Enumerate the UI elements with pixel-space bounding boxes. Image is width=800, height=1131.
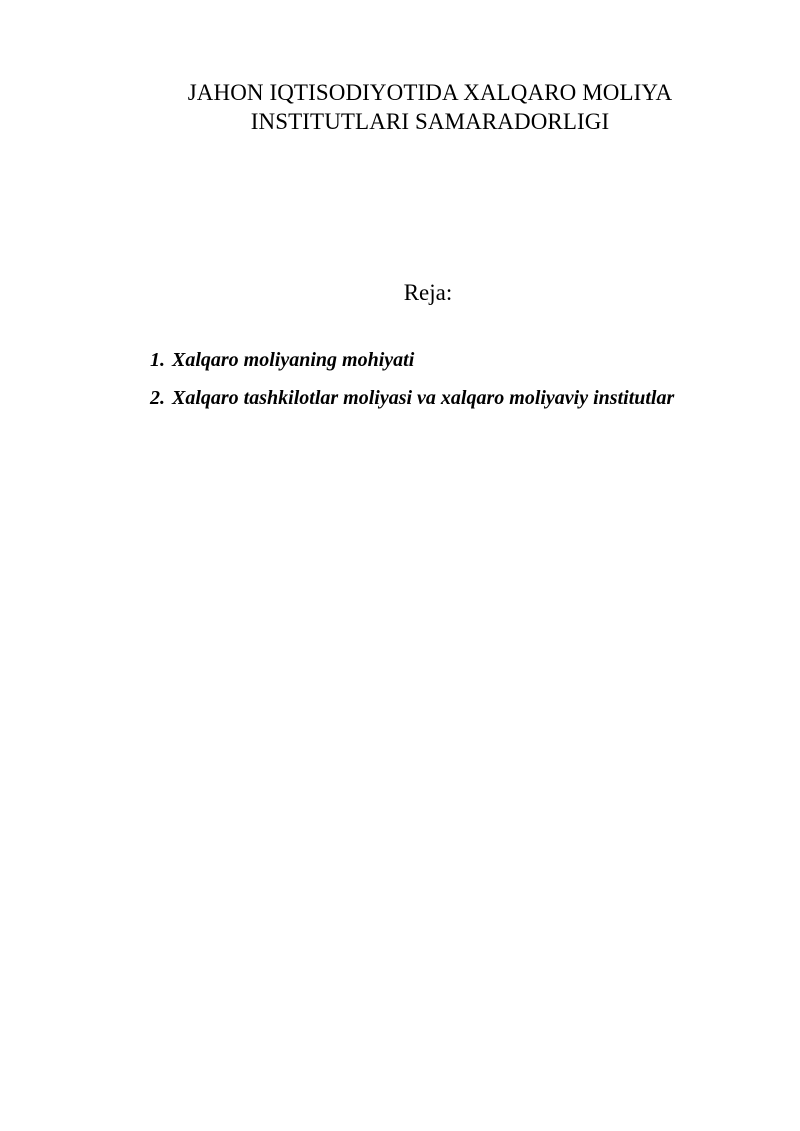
plan-item-number: 1. (150, 349, 165, 371)
plan-list (150, 347, 770, 423)
plan-item-number: 2. (150, 387, 165, 409)
plan-heading: Reja: (403, 280, 453, 305)
document-title (100, 78, 760, 136)
plan-list-item (150, 385, 770, 411)
plan-item-text: Xalqaro tashkilotlar moliyasi va xalqaro moliyaviy institutlar (172, 387, 675, 409)
plan-item-text: Xalqaro moliyaning mohiyati (172, 349, 415, 371)
document-title-line-2: INSTITUTLARI SAMARADORLIGI (250, 109, 610, 134)
plan-list-item (150, 347, 770, 373)
document-title-line-1: JAHON IQTISODIYOTIDA XALQARO MOLIYA (187, 80, 673, 105)
